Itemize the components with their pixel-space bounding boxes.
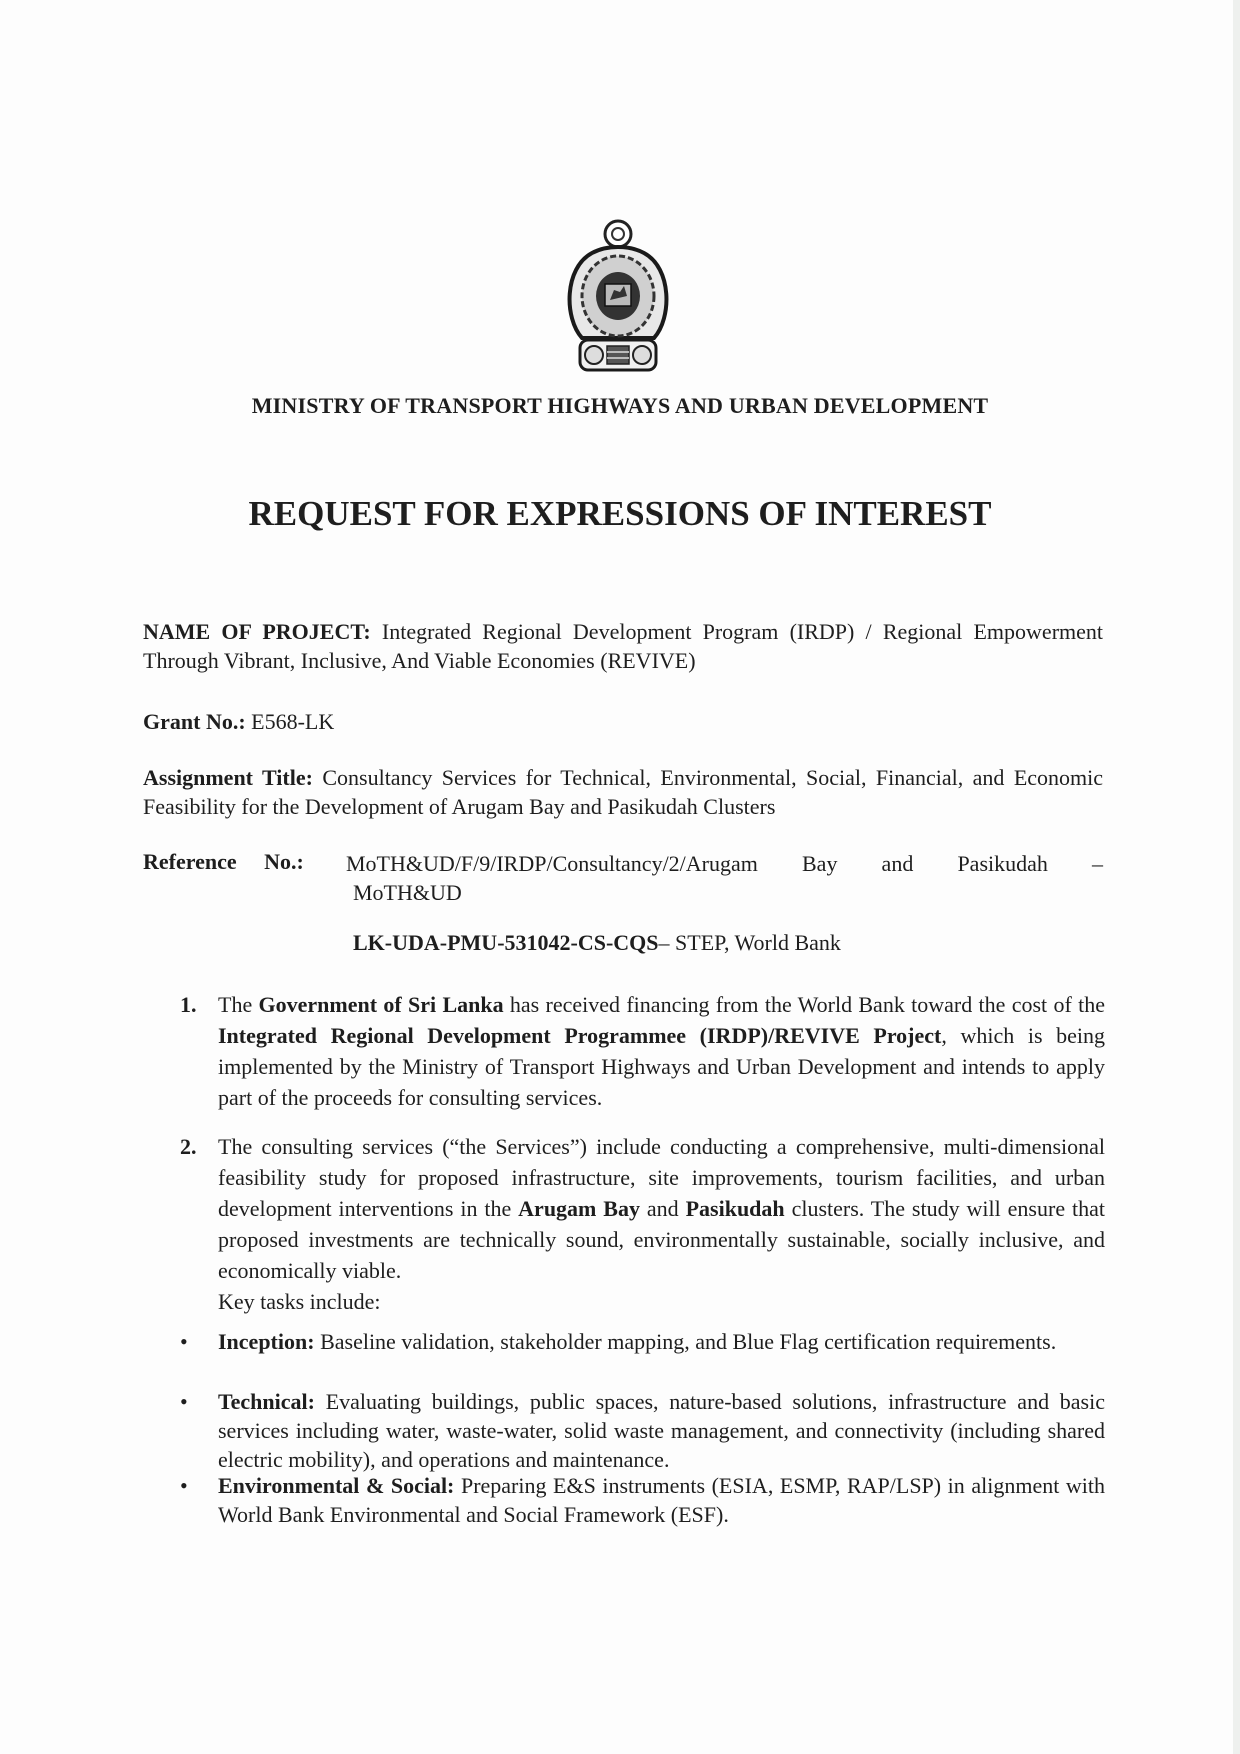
page-edge (1233, 0, 1240, 1754)
task-label: Inception: (218, 1329, 315, 1354)
document-title: REQUEST FOR EXPRESSIONS OF INTEREST (248, 494, 992, 533)
body-text: The consulting services (“the Services”) include conducting a comprehensive, multi-dimensional feasibility study for proposed infrastructure, site improvements, tourism facilities, and urban development interventions in the (218, 1134, 1105, 1221)
bullet-icon: • (180, 1329, 188, 1354)
procurement-code (353, 930, 841, 956)
task-item-environmental-social (180, 1471, 1105, 1529)
task-text: Evaluating buildings, public spaces, nature-based solutions, infrastructure and basic services including water, waste-water, solid waste management, and connectivity (including shared electric mobility), and operations and maintenance. (218, 1389, 1105, 1472)
paragraph-2 (180, 1131, 1105, 1317)
procurement-code-rest: – STEP, World Bank (658, 930, 841, 955)
grant-value: E568-LK (251, 709, 335, 734)
assignment-value: Consultancy Services for Technical, Environmental, Social, Financial, and Economic Feasibility for the Development of Arugam Bay and Pasikudah Clusters (143, 765, 1104, 819)
grant-number (143, 707, 1103, 736)
procurement-code-bold: LK-UDA-PMU-531042-CS-CQS (353, 930, 659, 955)
reference-label: Reference No.: (143, 849, 304, 874)
paragraph-1 (180, 989, 1105, 1113)
sri-lanka-emblem-icon (562, 218, 674, 376)
project-name (143, 617, 1103, 675)
emphasis-text: Government of Sri Lanka (258, 992, 504, 1017)
project-value: Integrated Regional Development Program (IRDP) / Regional Empowerment Through Vibrant, Inclusive, And Viable Economies (REVIVE) (143, 619, 1104, 673)
paragraph-text (218, 1131, 1105, 1286)
task-text: Baseline validation, stakeholder mapping, and Blue Flag certification requirements. (320, 1329, 1057, 1354)
bullet-icon: • (180, 1389, 188, 1414)
project-label: NAME OF PROJECT: (143, 619, 371, 644)
body-text: clusters. The study will ensure that proposed investments are technically sound, environmentally sustainable, socially inclusive, and economically viable. (218, 1196, 1105, 1283)
reference-value-line2: MoTH&UD (353, 880, 462, 905)
bullet-icon: • (180, 1473, 188, 1498)
body-text: The (218, 992, 259, 1017)
reference-value-line1: MoTH&UD/F/9/IRDP/Consultancy/2/Arugam Bay and Pasikudah – (346, 851, 1103, 876)
emphasis-text: Arugam Bay (518, 1196, 640, 1221)
assignment-label: Assignment Title: (143, 765, 313, 790)
emphasis-text: Pasikudah (685, 1196, 785, 1221)
task-label: Technical: (218, 1389, 315, 1414)
key-tasks-intro: Key tasks include: (218, 1289, 381, 1314)
paragraph-number: 2. (180, 1134, 197, 1159)
assignment-title (143, 763, 1103, 821)
body-text: and (639, 1196, 686, 1221)
task-item-inception (180, 1327, 1105, 1356)
ministry-heading: MINISTRY OF TRANSPORT HIGHWAYS AND URBAN DEVELOPMENT (251, 393, 989, 418)
task-label: Environmental & Social: (218, 1473, 455, 1498)
paragraph-text (218, 989, 1105, 1113)
body-text: , which is being implemented by the Ministry of Transport Highways and Urban Development and intends to apply part of the proceeds for consulting services. (218, 1023, 1105, 1110)
paragraph-number: 1. (180, 992, 197, 1017)
task-item-technical (180, 1387, 1105, 1474)
emphasis-text: Integrated Regional Development Programmee (IRDP)/REVIVE Project (218, 1023, 942, 1048)
body-text: has received financing from the World Bank toward the cost of the (503, 992, 1106, 1017)
grant-label: Grant No.: (143, 709, 246, 734)
task-text: Preparing E&S instruments (ESIA, ESMP, RAP/LSP) in alignment with World Bank Environmental and Social Framework (ESF). (218, 1473, 1106, 1527)
